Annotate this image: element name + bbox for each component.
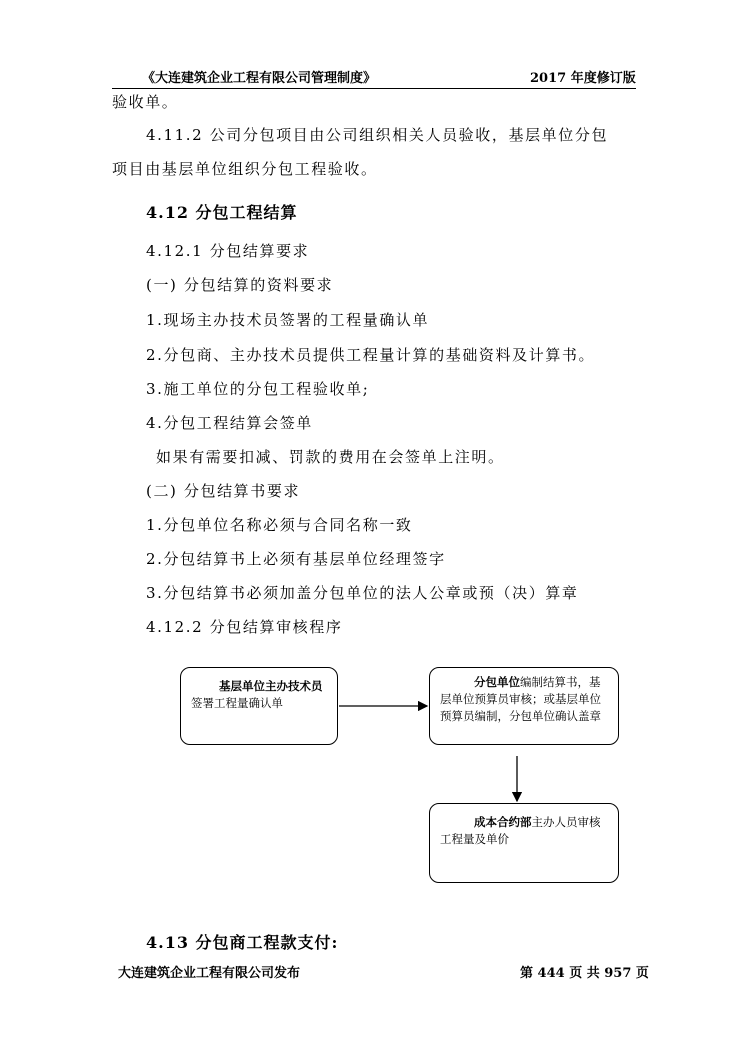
footer-left: 大连建筑企业工程有限公司发布 — [118, 966, 301, 981]
flow-box-technician-bold: 基层单位主办技术员 — [219, 679, 323, 693]
text-line: (一) 分包结算的资料要求 — [146, 276, 334, 294]
footer-page-number: 第 444 页 共 957 页 — [520, 966, 649, 981]
text-line: 如果有需要扣减、罚款的费用在会签单上注明。 — [156, 448, 505, 466]
section-heading-4-13: 4.13 分包商工程款支付: — [146, 933, 339, 952]
text-line: 2.分包商、主办技术员提供工程量计算的基础资料及计算书。 — [146, 346, 596, 364]
text-line: 3.分包结算书必须加盖分包单位的法人公章或预（决）算章 — [146, 584, 579, 602]
text-line: 验收单。 — [112, 93, 179, 111]
text-line: 1.分包单位名称必须与合同名称一致 — [146, 516, 413, 534]
section-heading-4-12: 4.12 分包工程结算 — [146, 203, 298, 222]
text-line: 2.分包结算书上必须有基层单位经理签字 — [146, 550, 446, 568]
text-line: 项目由基层单位组织分包工程验收。 — [112, 160, 378, 178]
flow-box-cost-dept-text: 主办人员审核工程量及单价 — [440, 815, 601, 846]
text-line: 4.12.2 分包结算审核程序 — [146, 618, 343, 636]
header-left: 《大连建筑企业工程有限公司管理制度》 — [142, 71, 377, 86]
text-line: (二) 分包结算书要求 — [146, 482, 301, 500]
text-line: 4.12.1 分包结算要求 — [146, 242, 310, 260]
text-line: 4.11.2 公司分包项目由公司组织相关人员验收，基层单位分包 — [146, 126, 609, 144]
text-line: 3.施工单位的分包工程验收单; — [146, 380, 370, 398]
flow-box-cost-dept-bold: 成本合约部 — [474, 815, 532, 829]
text-line: 1.现场主办技术员签署的工程量确认单 — [146, 311, 430, 329]
flow-box-subcontractor-text: 编制结算书，基层单位预算员审核；或基层单位预算员编制，分包单位确认盖章 — [440, 675, 601, 723]
flow-box-subcontractor-bold: 分包单位 — [474, 675, 520, 689]
header-right: 2017 年度修订版 — [530, 71, 636, 86]
text-line: 4.分包工程结算会签单 — [146, 414, 313, 432]
flow-box-technician-text: 签署工程量确认单 — [191, 696, 283, 710]
